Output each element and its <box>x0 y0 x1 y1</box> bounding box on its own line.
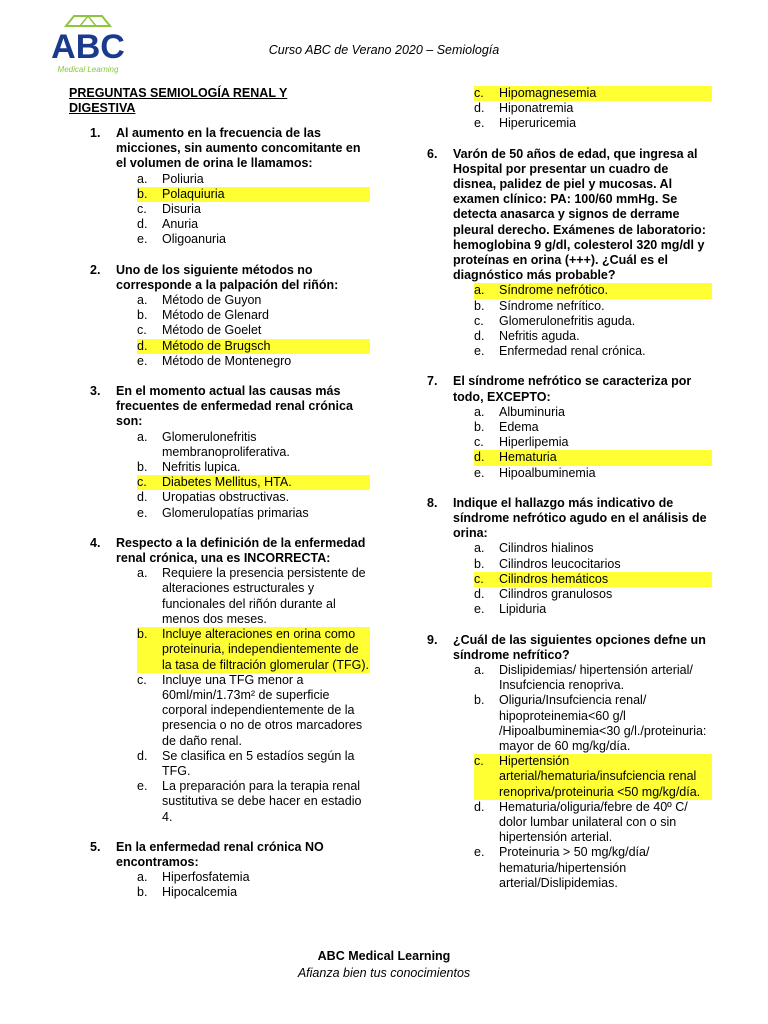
option-text: Glomerulonefritis aguda. <box>499 313 636 328</box>
question-7 <box>427 374 712 480</box>
option <box>137 506 370 521</box>
option-text: Hipoalbuminemia <box>499 465 596 480</box>
option-letter: e. <box>137 505 148 520</box>
option-letter: b. <box>474 693 485 708</box>
option <box>137 232 370 247</box>
option <box>137 460 370 475</box>
option-list <box>90 172 370 248</box>
option <box>474 602 712 617</box>
option-text: Proteinuria > 50 mg/kg/día/ hematuria/hipertensión arterial/Dislipidemias. <box>499 845 650 890</box>
course-title: Curso ABC de Verano 2020 – Semiología <box>268 43 500 57</box>
option-text: Incluye una TFG menor a 60ml/min/1.73m² de superficie corporal independientemente de la presencia o no de otros marcadores de daño renal. <box>162 672 363 748</box>
option-highlighted <box>137 475 370 490</box>
option-text: Disuria <box>162 202 201 217</box>
question-number: 4. <box>90 535 101 550</box>
option-letter: a. <box>474 404 485 419</box>
question-number: 9. <box>427 632 438 647</box>
option-text: Cilindros hemáticos <box>499 572 712 587</box>
question-heading <box>90 840 370 870</box>
option-letter: b. <box>137 627 162 673</box>
option-text: Método de Goelet <box>162 323 262 338</box>
option-text: Cilindros granulosos <box>499 587 613 602</box>
option <box>137 430 370 460</box>
question-number: 7. <box>427 374 438 389</box>
option-text: Nefritis aguda. <box>499 329 580 344</box>
option-text: Dislipidemias/ hipertensión arterial/ Insufciencia renopriva. <box>499 662 693 693</box>
question-heading <box>427 633 712 663</box>
option-text: Hiperuricemia <box>499 116 577 131</box>
option-highlighted <box>474 572 712 587</box>
option <box>137 293 370 308</box>
option <box>474 299 712 314</box>
option-letter: d. <box>474 587 485 602</box>
option-text: Incluye alteraciones en orina como proteinuria, independientemente de la tasa de filtración glomerular (TFG). <box>162 627 370 672</box>
option-letter: a. <box>474 283 499 298</box>
option-letter: c. <box>137 202 147 217</box>
option <box>474 435 712 450</box>
option-letter: a. <box>474 662 485 677</box>
option <box>137 490 370 505</box>
option <box>474 541 712 556</box>
option-text: Poliuria <box>162 171 204 186</box>
option-highlighted <box>137 339 370 354</box>
question-number: 5. <box>90 839 101 854</box>
question-heading <box>427 374 712 404</box>
option <box>137 354 370 369</box>
svg-text:ABC: ABC <box>51 28 125 66</box>
option-text: Se clasifica en 5 estadíos según la TFG. <box>162 748 355 778</box>
question-text: Al aumento en la frecuencia de las micciones, sin aumento concomitante en el volumen de orina le llamamos: <box>116 126 361 171</box>
option-text: Hiponatremia <box>499 101 574 116</box>
option-letter: c. <box>137 475 162 490</box>
option-text: Hiperfosfatemia <box>162 870 250 885</box>
option-text: Hipertensión arterial/hematuria/insufciencia renal renopriva/proteinuria <50 mg/kg/día. <box>499 754 712 800</box>
option-highlighted <box>474 450 712 465</box>
option-text: Oligoanuria <box>162 232 226 247</box>
option-letter: b. <box>474 556 485 571</box>
option-list <box>427 86 712 132</box>
option <box>137 217 370 232</box>
option-highlighted <box>474 86 712 101</box>
option-letter: d. <box>474 329 485 344</box>
option-text: Síndrome nefrítico. <box>499 298 605 313</box>
option-text: Anuria <box>162 217 199 232</box>
option <box>137 308 370 323</box>
question-heading <box>427 147 712 284</box>
option-letter: d. <box>137 339 162 354</box>
option-text: Nefritis lupica. <box>162 460 241 475</box>
option-letter: b. <box>474 420 485 435</box>
option <box>474 329 712 344</box>
option-letter: e. <box>474 845 485 860</box>
option-letter: b. <box>474 298 485 313</box>
option-letter: d. <box>137 748 148 763</box>
option-text: Polaquiuria <box>162 187 370 202</box>
question-8 <box>427 496 712 618</box>
option-letter: e. <box>137 779 148 794</box>
option-text: Hematuria/oliguria/febre de 40º C/ dolor lumbar unilateral con o sin hipertensión arterial. <box>499 799 688 845</box>
question-text: Uno de los siguiente métodos no corresponde a la palpación del riñón: <box>116 262 339 292</box>
option <box>137 870 370 885</box>
option <box>137 673 370 749</box>
option-letter: c. <box>137 672 147 687</box>
option-list <box>427 663 712 891</box>
option <box>474 116 712 131</box>
option-text: Método de Glenard <box>162 308 270 323</box>
question-heading <box>90 536 370 566</box>
option-list <box>90 566 370 824</box>
option-highlighted <box>474 754 712 800</box>
option-letter: e. <box>474 344 485 359</box>
footer-brand: ABC Medical Learning <box>317 949 451 963</box>
option-list <box>90 430 370 521</box>
option <box>474 845 712 891</box>
option-letter: a. <box>137 429 148 444</box>
option-highlighted <box>137 187 370 202</box>
question-heading <box>90 263 370 293</box>
option-text: Hipocalcemia <box>162 885 238 900</box>
option-highlighted <box>474 283 712 298</box>
option-list <box>90 293 370 369</box>
option <box>474 314 712 329</box>
option-text: Enfermedad renal crónica. <box>499 344 646 359</box>
question-text: En la enfermedad renal crónica NO encontramos: <box>116 839 324 869</box>
question-text: ¿Cuál de las siguientes opciones defne un síndrome nefrítico? <box>453 632 706 662</box>
option-letter: c. <box>137 323 147 338</box>
question-number: 2. <box>90 262 101 277</box>
option-letter: d. <box>137 217 148 232</box>
option-text: Diabetes Mellitus, HTA. <box>162 475 370 490</box>
option-letter: e. <box>474 602 485 617</box>
option <box>137 749 370 779</box>
question-heading <box>90 384 370 430</box>
option-list <box>427 541 712 617</box>
option-text: Oliguria/Insufciencia renal/ hipoproteinemia<60 g/l /Hipoalbuminemia<30 g/l./proteinuria: mayor de 60 mg/kg/día. <box>499 693 707 753</box>
option-letter: b. <box>137 308 148 323</box>
option-text: Cilindros leucocitarios <box>499 556 621 571</box>
option-text: Uropatias obstructivas. <box>162 490 290 505</box>
footer-tagline: Afianza bien tus conocimientos <box>297 966 471 980</box>
question-2 <box>90 263 370 369</box>
option-letter: d. <box>474 450 499 465</box>
left-column <box>90 126 370 916</box>
question-6 <box>427 147 712 360</box>
option-letter: a. <box>137 870 148 885</box>
option <box>137 885 370 900</box>
question-number: 3. <box>90 384 101 399</box>
question-number: 8. <box>427 495 438 510</box>
option <box>474 344 712 359</box>
document-title: PREGUNTAS SEMIOLOGÍA RENAL Y DIGESTIVA <box>69 86 288 115</box>
option-text: Cilindros hialinos <box>499 541 594 556</box>
option-text: Glomerulopatías primarias <box>162 505 309 520</box>
option <box>474 557 712 572</box>
option-letter: e. <box>137 232 148 247</box>
option <box>474 101 712 116</box>
option-list <box>90 870 370 900</box>
question-4 <box>90 536 370 825</box>
question-heading <box>427 496 712 542</box>
question-number: 1. <box>90 126 101 140</box>
question-3 <box>90 384 370 521</box>
question-text: Varón de 50 años de edad, que ingresa al Hospital por presentar un cuadro de disnea, palidez de piel y mucosas. Al examen clínico: PA: 100/60 mmHg. Se detecta anasarca y signos de derrame pleural derecho. Exámenes de laboratorio: hemoglobina 9 g/dl, colesterol 320 mg/dl y proteínas en orina (+++). ¿Cuál es el diagnóstico más probable? <box>453 146 706 283</box>
option-text: Método de Guyon <box>162 293 262 308</box>
option-letter: c. <box>474 313 484 328</box>
option <box>474 800 712 846</box>
option-text: Edema <box>499 420 539 435</box>
option <box>137 779 370 825</box>
option-list <box>427 283 712 359</box>
option <box>137 202 370 217</box>
option-letter: e. <box>137 353 148 368</box>
option-highlighted <box>137 627 370 673</box>
option <box>137 323 370 338</box>
question-5 <box>90 840 370 901</box>
option-text: Lipiduria <box>499 602 547 617</box>
option <box>474 420 712 435</box>
option-text: Albuminuria <box>499 404 566 419</box>
option <box>137 566 370 627</box>
question-text: El síndrome nefrótico se caracteriza por todo, EXCEPTO: <box>453 374 692 404</box>
option <box>474 693 712 754</box>
option-text: Síndrome nefrótico. <box>499 283 712 298</box>
option <box>474 663 712 693</box>
svg-text:Medical Learning: Medical Learning <box>57 65 119 74</box>
question-text: Indique el hallazgo más indicativo de síndrome nefrótico agudo en el análisis de orina: <box>453 495 707 541</box>
question-1 <box>90 126 370 248</box>
option-letter: b. <box>137 460 148 475</box>
option-letter: a. <box>137 171 148 186</box>
option-text: Hematuria <box>499 450 712 465</box>
option-text: La preparación para la terapia renal sustitutiva se debe hacer en estadio 4. <box>162 779 362 824</box>
option-letter: c. <box>474 754 499 800</box>
option-letter: a. <box>137 566 148 581</box>
option-letter: b. <box>137 187 162 202</box>
question-number: 6. <box>427 146 438 161</box>
option-text: Método de Montenegro <box>162 353 292 368</box>
option-letter: c. <box>474 572 499 587</box>
right-column <box>427 86 712 906</box>
option <box>474 466 712 481</box>
question-5 <box>427 86 712 132</box>
option-letter: c. <box>474 86 499 101</box>
option-text: Requiere la presencia persistente de alteraciones estructurales y funcionales del riñón durante al menos dos meses. <box>162 566 366 626</box>
option-letter: b. <box>137 885 148 900</box>
question-text: En el momento actual las causas más frecuentes de enfermedad renal crónica son: <box>116 384 353 429</box>
option <box>137 172 370 187</box>
option <box>474 587 712 602</box>
option-list <box>427 405 712 481</box>
option-letter: d. <box>474 799 485 814</box>
option-letter: a. <box>474 541 485 556</box>
option-text: Hiperlipemia <box>499 435 569 450</box>
option-text: Glomerulonefritis membranoproliferativa. <box>162 429 290 459</box>
question-text: Respecto a la definición de la enfermedad renal crónica, una es INCORRECTA: <box>116 535 366 566</box>
question-heading <box>90 126 370 172</box>
option-letter: d. <box>474 101 485 116</box>
option-letter: c. <box>474 435 484 450</box>
option-text: Hipomagnesemia <box>499 86 712 101</box>
option-text: Método de Brugsch <box>162 339 370 354</box>
option-letter: e. <box>474 465 485 480</box>
question-9 <box>427 633 712 891</box>
option-letter: a. <box>137 293 148 308</box>
option-letter: e. <box>474 116 485 131</box>
option-letter: d. <box>137 490 148 505</box>
option <box>474 405 712 420</box>
